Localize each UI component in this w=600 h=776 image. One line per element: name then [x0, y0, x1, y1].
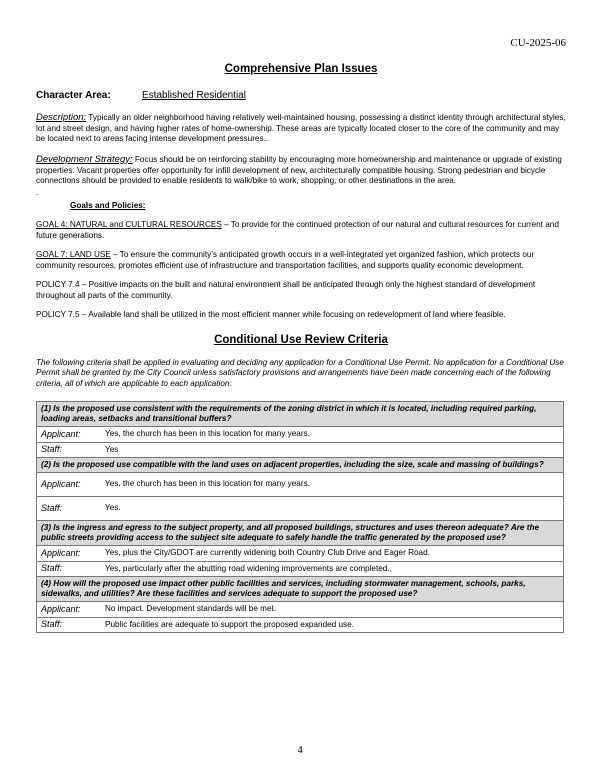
comprehensive-plan-title: Comprehensive Plan Issues [224, 63, 378, 75]
staff-label: Staff: [37, 617, 102, 633]
applicant-label: Applicant: [37, 602, 102, 618]
applicant-row [37, 473, 564, 497]
strategy-text: Focus should be on reinforcing stability by encouraging more homeownership and maintenance or upgrade of existing properties. Vacant properties offer opportunity for infill development of new, architecturally compatible housing. Strong pedestrian and bicycle connections should be provided to enable residents to walk/bike to work, shopping, or other destinations in the area. [36, 154, 562, 186]
applicant-label: Applicant: [37, 427, 102, 443]
staff-label: Staff: [37, 442, 102, 458]
policy-7-4: POLICY 7.4 – Positive impacts on the built and natural environment shall be anticipated through only the highest standard of development throughout all parts of the community. [36, 280, 536, 300]
applicant-response: Yes, the church has been in this location for many years. [101, 473, 564, 497]
goal-7-label: GOAL 7: LAND USE [36, 250, 111, 260]
staff-row [37, 442, 564, 458]
applicant-row [37, 602, 564, 618]
staff-response: Public facilities are adequate to support the proposed expanded use. [101, 617, 564, 633]
goal-4-text: – To provide for the continued protection of our natural and cultural resources for current and future generations. [36, 220, 559, 240]
case-number: CU-2025-06 [510, 37, 566, 49]
description-text: Typically an older neighborhood having relatively well-maintained housing, possessing a distinct identity through architectural styles, lot and street design, and having higher rates of home-ownership. These areas are typically located closer to the core of the community and may be located next to areas facing intense development pressures.. [36, 112, 566, 144]
character-area-value: Established Residential [142, 89, 246, 101]
page-number: 4 [297, 744, 303, 756]
staff-row [37, 497, 564, 521]
applicant-label: Applicant: [37, 546, 102, 562]
applicant-row [37, 427, 564, 443]
criteria-question: (4) How will the proposed use impact other public facilities and services, including stormwater management, schools, parks, sidewalks, and utilities? Are these facilities and services adequate to support the proposed use? [37, 577, 564, 602]
goal-7-text: – To ensure the community’s anticipated growth occurs in a well-integrated yet organized fashion, which protects our community resources, promotes efficient use of infrastructure and transportation facilities, and supports quality economic development. [36, 250, 535, 270]
applicant-response: Yes, plus the City/GDOT are currently widening both Country Club Drive and Eager Road. [101, 546, 564, 562]
staff-response: Yes [101, 442, 564, 458]
staff-row [37, 561, 564, 577]
criteria-question-row [37, 458, 564, 473]
applicant-response: Yes, the church has been in this location for many years. [101, 427, 564, 443]
staff-label: Staff: [37, 497, 102, 521]
criteria-table [36, 401, 564, 633]
criteria-question: (3) Is the ingress and egress to the subject property, and all proposed buildings, structures and uses thereon adequate? Are the public streets providing access to the subject site adequate to safely handle the traffic generated by the proposed use? [37, 521, 564, 546]
policy-7-5: POLICY 7.5 – Available land shall be utilized in the most efficient manner while focusing on redevelopment of land where feasible. [36, 310, 506, 320]
character-area [36, 90, 566, 103]
applicant-response: No impact. Development standards will be met. [101, 602, 564, 618]
strategy-label: Development Strategy: [36, 153, 133, 165]
goal-4-label: GOAL 4: NATURAL and CULTURAL RESOURCES [36, 220, 222, 230]
staff-response: Yes, particularly after the abutting road widening improvements are completed., [101, 561, 564, 577]
description-label: Description: [36, 111, 87, 123]
goal-7 [36, 250, 566, 271]
staff-row [37, 617, 564, 633]
stray-dot: . [36, 187, 39, 197]
character-area-label: Character Area: [36, 89, 111, 101]
page-content [36, 62, 566, 633]
criteria-question: (1) Is the proposed use consistent with the requirements of the zoning district in which it is located, including required parking, loading areas, setbacks and transitional buffers? [37, 402, 564, 427]
criteria-question-row [37, 402, 564, 427]
staff-label: Staff: [37, 561, 102, 577]
description-paragraph [36, 112, 566, 145]
applicant-label: Applicant: [37, 473, 102, 497]
criteria-intro: The following criteria shall be applied in evaluating and deciding any application for a Conditional Use Permit. No application for a Conditional Use Permit shall be granted by the City Council unless satisfactory provisions and arrangements have been made concerning each of the following criteria, all of which are applicable to each application: [36, 357, 564, 388]
criteria-question-row [37, 521, 564, 546]
criteria-question-row [37, 577, 564, 602]
strategy-paragraph [36, 154, 566, 187]
goals-heading: Goals and Policies: [70, 200, 146, 210]
goal-4 [36, 220, 566, 241]
staff-response: Yes. [101, 497, 564, 521]
criteria-question: (2) Is the proposed use compatible with the land uses on adjacent properties, including the size, scale and massing of buildings? [37, 458, 564, 473]
criteria-title: Conditional Use Review Criteria [214, 333, 388, 346]
applicant-row [37, 546, 564, 562]
